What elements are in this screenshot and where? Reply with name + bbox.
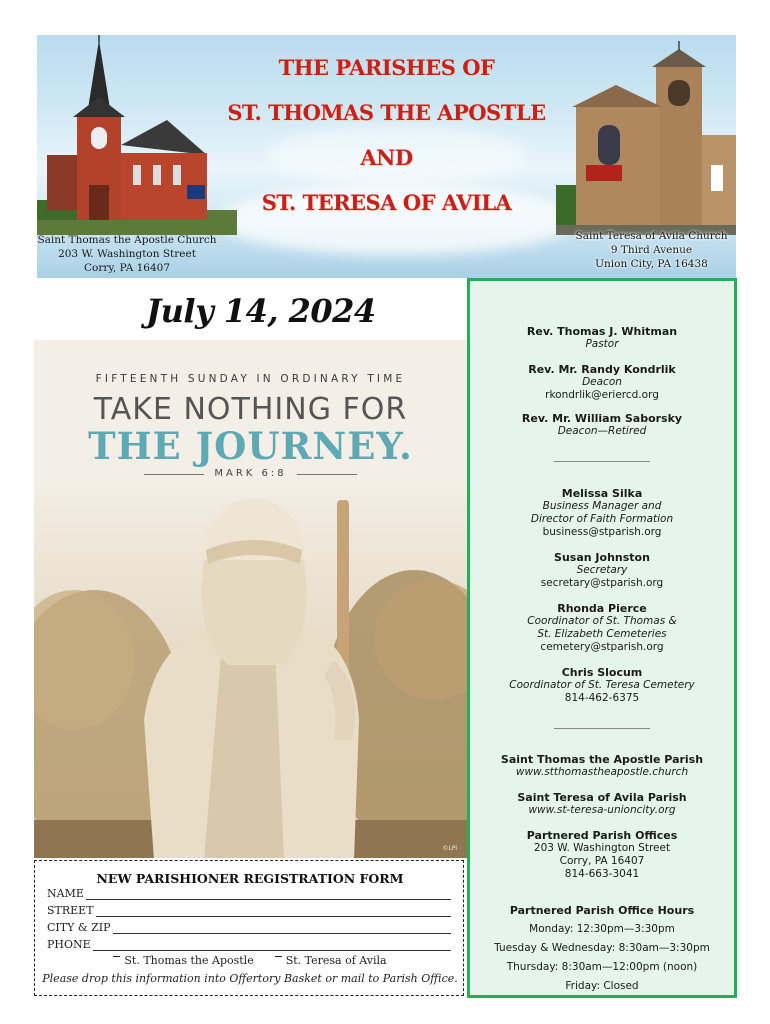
st-teresa-option-label: St. Teresa of Avila <box>285 954 387 967</box>
hours-friday: Friday: Closed <box>565 980 639 992</box>
hours-tue-wed: Tuesday & Wednesday: 8:30am—3:30pm <box>494 942 710 954</box>
title-line-4: ST. TERESA OF AVILA <box>261 190 512 215</box>
staff3-role-1: Coordinator of St. Thomas & <box>527 615 677 627</box>
traveler-illustration <box>34 490 467 858</box>
poster-credit: ©LPi <box>442 845 457 852</box>
st-teresa-checkbox[interactable] <box>275 956 282 958</box>
deacon1-role: Deacon <box>582 376 622 388</box>
title-line-1: THE PARISHES OF <box>278 55 495 80</box>
staff3-email[interactable]: cemetery@stparish.org <box>540 641 664 653</box>
phone-label: PHONE <box>47 938 91 951</box>
parish1-url[interactable]: www.stthomastheapostle.church <box>515 766 689 778</box>
name-blank[interactable] <box>86 889 451 900</box>
city-zip-label: CITY & ZIP <box>47 921 111 934</box>
staff2-name: Susan Johnston <box>554 551 650 564</box>
phone-field[interactable] <box>47 938 451 951</box>
city-zip-blank[interactable] <box>113 923 451 934</box>
st-thomas-city: Corry, PA 16407 <box>83 262 171 274</box>
st-teresa-name: Saint Teresa of Avila Church <box>575 230 728 242</box>
poster-subtitle: FIFTEENTH SUNDAY IN ORDINARY TIME <box>95 373 406 385</box>
divider <box>554 728 650 729</box>
poster-headline-1: TAKE NOTHING FOR <box>93 392 408 427</box>
office-street: 203 W. Washington Street <box>533 842 671 854</box>
pastor-role: Pastor <box>585 338 619 350</box>
deacon1-name: Rev. Mr. Randy Kondrlik <box>528 363 676 376</box>
office-city: Corry, PA 16407 <box>559 855 645 867</box>
parish-options <box>35 954 465 967</box>
poster-headline-2: THE JOURNEY. <box>88 424 413 468</box>
office-phone: 814-663-3041 <box>564 868 640 880</box>
title-line-2: ST. THOMAS THE APOSTLE <box>227 100 546 125</box>
hours-thursday: Thursday: 8:30am—12:00pm (noon) <box>506 961 698 973</box>
staff2-role: Secretary <box>576 564 628 576</box>
bulletin-date: July 14, 2024 <box>146 292 376 330</box>
st-teresa-address <box>567 229 736 271</box>
registration-note: Please drop this information into Offertory Basket or mail to Parish Office. <box>42 972 458 985</box>
parish2-url[interactable]: www.st-teresa-unioncity.org <box>528 804 676 816</box>
divider <box>554 461 650 462</box>
staff3-role-2: St. Elizabeth Cemeteries <box>537 628 667 640</box>
deacon2-name: Rev. Mr. William Saborsky <box>521 412 683 425</box>
staff-directory-panel <box>467 278 737 998</box>
parish1-name: Saint Thomas the Apostle Parish <box>500 753 704 766</box>
poster-rule-right <box>297 474 357 475</box>
phone-blank[interactable] <box>93 940 451 951</box>
staff4-role: Coordinator of St. Teresa Cemetery <box>509 679 695 691</box>
registration-title: NEW PARISHIONER REGISTRATION FORM <box>96 871 404 886</box>
deacon2-role: Deacon—Retired <box>557 425 647 437</box>
st-thomas-option-label: St. Thomas the Apostle <box>124 954 254 967</box>
pastor-name: Rev. Thomas J. Whitman <box>526 325 678 338</box>
staff1-role-2: Director of Faith Formation <box>530 513 674 525</box>
office-title: Partnered Parish Offices <box>526 829 678 842</box>
name-label: NAME <box>47 887 84 900</box>
hours-monday: Monday: 12:30pm—3:30pm <box>529 923 675 935</box>
header-banner <box>37 35 736 278</box>
st-thomas-address <box>37 233 217 275</box>
hours-title: Partnered Parish Office Hours <box>509 904 695 917</box>
sunday-poster <box>34 340 467 858</box>
name-field[interactable] <box>47 887 451 900</box>
street-field[interactable] <box>47 904 451 917</box>
street-blank[interactable] <box>96 906 451 917</box>
title-line-3: AND <box>360 145 413 170</box>
staff4-phone: 814-462-6375 <box>564 692 640 704</box>
staff1-role-1: Business Manager and <box>542 500 662 512</box>
staff4-name: Chris Slocum <box>561 666 643 679</box>
street-label: STREET <box>47 904 94 917</box>
city-zip-field[interactable] <box>47 921 451 934</box>
staff1-email[interactable]: business@stparish.org <box>542 526 662 538</box>
staff1-name: Melissa Silka <box>561 487 643 500</box>
parish2-name: Saint Teresa of Avila Parish <box>517 791 687 804</box>
staff2-email[interactable]: secretary@stparish.org <box>540 577 664 589</box>
st-teresa-city: Union City, PA 16438 <box>595 258 708 270</box>
st-thomas-name: Saint Thomas the Apostle Church <box>37 234 217 246</box>
poster-reference: MARK 6:8 <box>214 468 287 479</box>
st-thomas-checkbox[interactable] <box>113 956 120 958</box>
staff3-name: Rhonda Pierce <box>557 602 647 615</box>
st-thomas-street: 203 W. Washington Street <box>58 248 196 260</box>
deacon1-email[interactable]: rkondrlik@eriercd.org <box>545 389 659 401</box>
st-teresa-street: 9 Third Avenue <box>610 244 693 256</box>
registration-form <box>34 860 464 996</box>
